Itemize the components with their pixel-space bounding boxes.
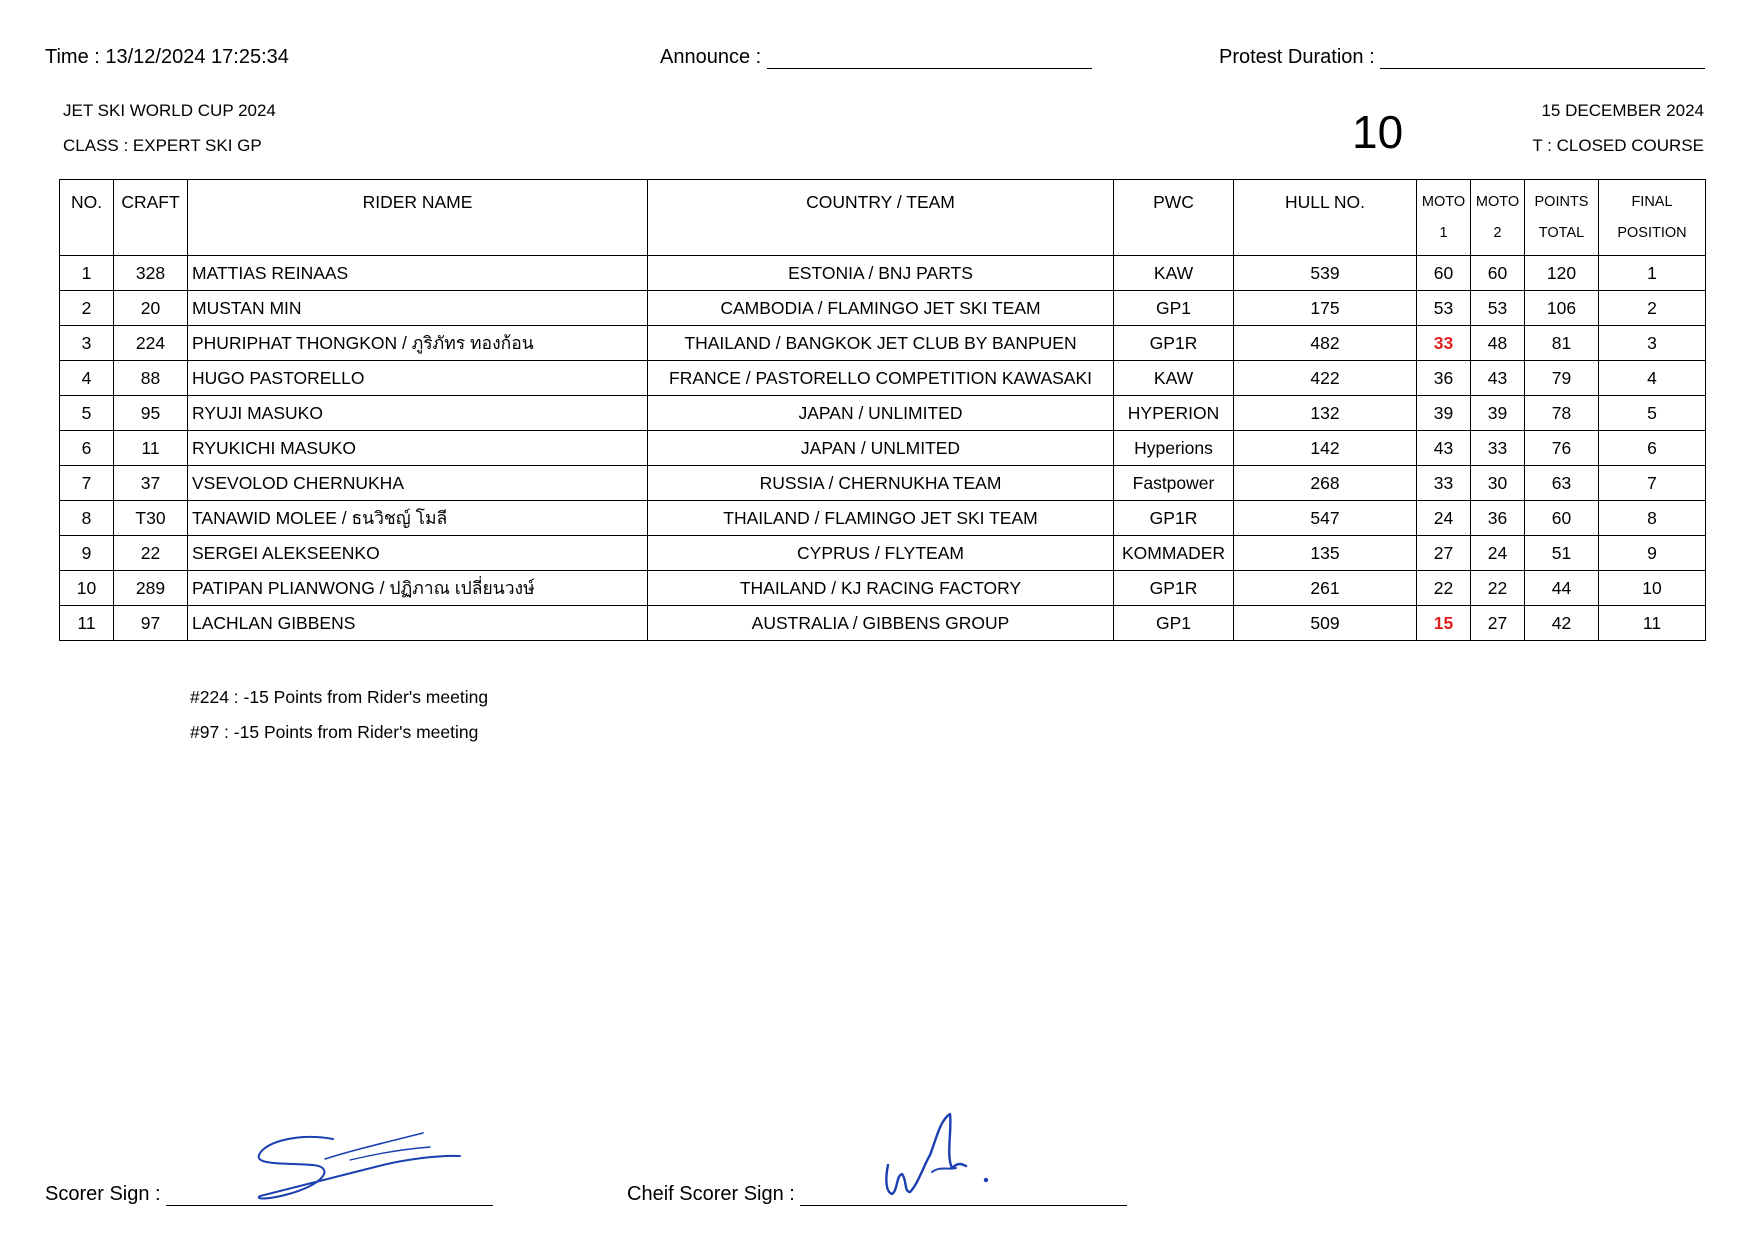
cell-pwc: GP1R — [1114, 326, 1234, 361]
announce-field — [660, 46, 1092, 69]
cell-hull-no: 539 — [1234, 256, 1417, 291]
header-hull-no: HULL NO. — [1234, 180, 1417, 256]
table-row — [60, 571, 1706, 606]
cell-hull-no: 135 — [1234, 536, 1417, 571]
cell-moto-1: 22 — [1417, 571, 1471, 606]
event-date: 15 DECEMBER 2024 — [1541, 101, 1704, 120]
cell-hull-no: 547 — [1234, 501, 1417, 536]
cell-rider-name: MATTIAS REINAAS — [188, 256, 648, 291]
cell-no: 9 — [60, 536, 114, 571]
cell-hull-no: 482 — [1234, 326, 1417, 361]
event-number: 10 — [1352, 106, 1404, 158]
cell-craft: 37 — [114, 466, 188, 501]
cell-pwc: GP1R — [1114, 571, 1234, 606]
protest-duration-field — [1219, 46, 1705, 69]
header-points-total — [1525, 180, 1599, 256]
results-table — [59, 179, 1706, 641]
cell-rider-name: RYUJI MASUKO — [188, 396, 648, 431]
scorer-signature-icon — [255, 1125, 470, 1205]
header-craft: CRAFT — [114, 180, 188, 256]
cell-no: 10 — [60, 571, 114, 606]
cell-rider-name: TANAWID MOLEE / ธนวิชญ์ โมลี — [188, 501, 648, 536]
cell-moto-2: 30 — [1471, 466, 1525, 501]
cell-hull-no: 268 — [1234, 466, 1417, 501]
cell-moto-1: 53 — [1417, 291, 1471, 326]
cell-hull-no: 261 — [1234, 571, 1417, 606]
cell-final-position: 8 — [1599, 501, 1706, 536]
cell-pwc: KAW — [1114, 256, 1234, 291]
cell-rider-name: PHURIPHAT THONGKON / ภูริภัทร ทองก้อน — [188, 326, 648, 361]
cell-craft: 97 — [114, 606, 188, 641]
cell-pwc: GP1 — [1114, 606, 1234, 641]
cell-moto-1: 60 — [1417, 256, 1471, 291]
cell-no: 5 — [60, 396, 114, 431]
header-moto-1 — [1417, 180, 1471, 256]
header-moto-2-b: 2 — [1493, 224, 1502, 241]
header-pwc: PWC — [1114, 180, 1234, 256]
cell-pwc: GP1R — [1114, 501, 1234, 536]
header-final-a: FINAL — [1631, 193, 1673, 210]
scorer-sign-label: Scorer Sign : — [45, 1183, 161, 1205]
cell-rider-name: VSEVOLOD CHERNUKHA — [188, 466, 648, 501]
cell-rider-name: SERGEI ALEKSEENKO — [188, 536, 648, 571]
cell-moto-1: 33 — [1417, 466, 1471, 501]
cell-country-team: CAMBODIA / FLAMINGO JET SKI TEAM — [648, 291, 1114, 326]
cell-country-team: THAILAND / KJ RACING FACTORY — [648, 571, 1114, 606]
header-points-b: TOTAL — [1538, 224, 1585, 241]
time-stamp: Time : 13/12/2024 17:25:34 — [45, 46, 289, 68]
cell-country-team: RUSSIA / CHERNUKHA TEAM — [648, 466, 1114, 501]
cell-hull-no: 175 — [1234, 291, 1417, 326]
cell-moto-1: 36 — [1417, 361, 1471, 396]
cell-no: 2 — [60, 291, 114, 326]
cell-craft: 95 — [114, 396, 188, 431]
cell-rider-name: HUGO PASTORELLO — [188, 361, 648, 396]
cell-points-total: 79 — [1525, 361, 1599, 396]
cell-craft: T30 — [114, 501, 188, 536]
header-no: NO. — [60, 180, 114, 256]
table-row — [60, 466, 1706, 501]
announce-blank — [767, 48, 1092, 69]
cell-hull-no: 509 — [1234, 606, 1417, 641]
cell-rider-name: MUSTAN MIN — [188, 291, 648, 326]
cell-country-team: ESTONIA / BNJ PARTS — [648, 256, 1114, 291]
cell-points-total: 51 — [1525, 536, 1599, 571]
table-row — [60, 606, 1706, 641]
cell-no: 3 — [60, 326, 114, 361]
cell-craft: 328 — [114, 256, 188, 291]
cell-craft: 11 — [114, 431, 188, 466]
cell-points-total: 60 — [1525, 501, 1599, 536]
penalty-note: #224 : -15 Points from Rider's meeting — [190, 687, 489, 707]
cell-moto-1-penalty: 15 — [1417, 606, 1471, 641]
cell-no: 4 — [60, 361, 114, 396]
cell-moto-1: 43 — [1417, 431, 1471, 466]
cell-moto-1: 39 — [1417, 396, 1471, 431]
table-row — [60, 431, 1706, 466]
header-moto-2 — [1471, 180, 1525, 256]
cell-country-team: AUSTRALIA / GIBBENS GROUP — [648, 606, 1114, 641]
header-final-position — [1599, 180, 1706, 256]
cell-pwc: KOMMADER — [1114, 536, 1234, 571]
header-moto-1-b: 1 — [1439, 224, 1448, 241]
header-moto-1-a: MOTO — [1421, 193, 1466, 210]
header-rider-name: RIDER NAME — [188, 180, 648, 256]
cell-pwc: Hyperions — [1114, 431, 1234, 466]
cell-moto-2: 53 — [1471, 291, 1525, 326]
event-name: JET SKI WORLD CUP 2024 — [63, 101, 276, 120]
cell-no: 11 — [60, 606, 114, 641]
cell-final-position: 10 — [1599, 571, 1706, 606]
cell-rider-name: PATIPAN PLIANWONG / ปฏิภาณ เปลี่ยนวงษ์ — [188, 571, 648, 606]
cell-craft: 224 — [114, 326, 188, 361]
cell-moto-2: 60 — [1471, 256, 1525, 291]
cell-final-position: 7 — [1599, 466, 1706, 501]
cell-country-team: THAILAND / FLAMINGO JET SKI TEAM — [648, 501, 1114, 536]
cell-craft: 88 — [114, 361, 188, 396]
cell-moto-2: 36 — [1471, 501, 1525, 536]
cell-no: 6 — [60, 431, 114, 466]
cell-moto-2: 22 — [1471, 571, 1525, 606]
header-moto-2-a: MOTO — [1475, 193, 1520, 210]
cell-rider-name: RYUKICHI MASUKO — [188, 431, 648, 466]
cell-craft: 20 — [114, 291, 188, 326]
cell-points-total: 78 — [1525, 396, 1599, 431]
table-row — [60, 501, 1706, 536]
cell-points-total: 42 — [1525, 606, 1599, 641]
penalty-note: #97 : -15 Points from Rider's meeting — [190, 722, 479, 742]
cell-pwc: GP1 — [1114, 291, 1234, 326]
cell-hull-no: 132 — [1234, 396, 1417, 431]
cell-moto-2: 39 — [1471, 396, 1525, 431]
cell-final-position: 11 — [1599, 606, 1706, 641]
cell-country-team: JAPAN / UNLIMITED — [648, 396, 1114, 431]
table-row — [60, 291, 1706, 326]
cell-final-position: 4 — [1599, 361, 1706, 396]
protest-duration-blank — [1380, 48, 1705, 69]
header-country-team: COUNTRY / TEAM — [648, 180, 1114, 256]
cell-points-total: 81 — [1525, 326, 1599, 361]
cell-pwc: Fastpower — [1114, 466, 1234, 501]
cell-final-position: 1 — [1599, 256, 1706, 291]
announce-label: Announce : — [660, 46, 762, 68]
cell-pwc: KAW — [1114, 361, 1234, 396]
event-class: CLASS : EXPERT SKI GP — [63, 136, 262, 155]
table-row — [60, 361, 1706, 396]
event-course: T : CLOSED COURSE — [1532, 136, 1704, 155]
cell-moto-1: 24 — [1417, 501, 1471, 536]
chief-scorer-sign-label: Cheif Scorer Sign : — [627, 1183, 795, 1205]
cell-no: 8 — [60, 501, 114, 536]
table-row — [60, 326, 1706, 361]
cell-no: 7 — [60, 466, 114, 501]
cell-final-position: 3 — [1599, 326, 1706, 361]
cell-final-position: 2 — [1599, 291, 1706, 326]
cell-moto-2: 43 — [1471, 361, 1525, 396]
cell-country-team: THAILAND / BANGKOK JET CLUB BY BANPUEN — [648, 326, 1114, 361]
cell-points-total: 44 — [1525, 571, 1599, 606]
cell-moto-1-penalty: 33 — [1417, 326, 1471, 361]
protest-duration-label: Protest Duration : — [1219, 46, 1375, 68]
table-row — [60, 536, 1706, 571]
table-row — [60, 396, 1706, 431]
cell-rider-name: LACHLAN GIBBENS — [188, 606, 648, 641]
cell-no: 1 — [60, 256, 114, 291]
cell-points-total: 120 — [1525, 256, 1599, 291]
cell-points-total: 63 — [1525, 466, 1599, 501]
chief-scorer-signature-icon — [880, 1110, 995, 1205]
header-row — [60, 180, 1706, 256]
chief-scorer-sign-field — [627, 1183, 1127, 1206]
cell-hull-no: 142 — [1234, 431, 1417, 466]
cell-country-team: FRANCE / PASTORELLO COMPETITION KAWASAKI — [648, 361, 1114, 396]
cell-moto-1: 27 — [1417, 536, 1471, 571]
cell-hull-no: 422 — [1234, 361, 1417, 396]
cell-country-team: JAPAN / UNLMITED — [648, 431, 1114, 466]
cell-moto-2: 33 — [1471, 431, 1525, 466]
cell-points-total: 106 — [1525, 291, 1599, 326]
cell-final-position: 9 — [1599, 536, 1706, 571]
cell-country-team: CYPRUS / FLYTEAM — [648, 536, 1114, 571]
header-points-a: POINTS — [1534, 193, 1589, 210]
cell-moto-2: 48 — [1471, 326, 1525, 361]
table-row — [60, 256, 1706, 291]
cell-points-total: 76 — [1525, 431, 1599, 466]
cell-final-position: 6 — [1599, 431, 1706, 466]
cell-craft: 289 — [114, 571, 188, 606]
cell-moto-2: 24 — [1471, 536, 1525, 571]
header-final-b: POSITION — [1617, 224, 1687, 241]
cell-pwc: HYPERION — [1114, 396, 1234, 431]
cell-moto-2: 27 — [1471, 606, 1525, 641]
cell-final-position: 5 — [1599, 396, 1706, 431]
cell-craft: 22 — [114, 536, 188, 571]
